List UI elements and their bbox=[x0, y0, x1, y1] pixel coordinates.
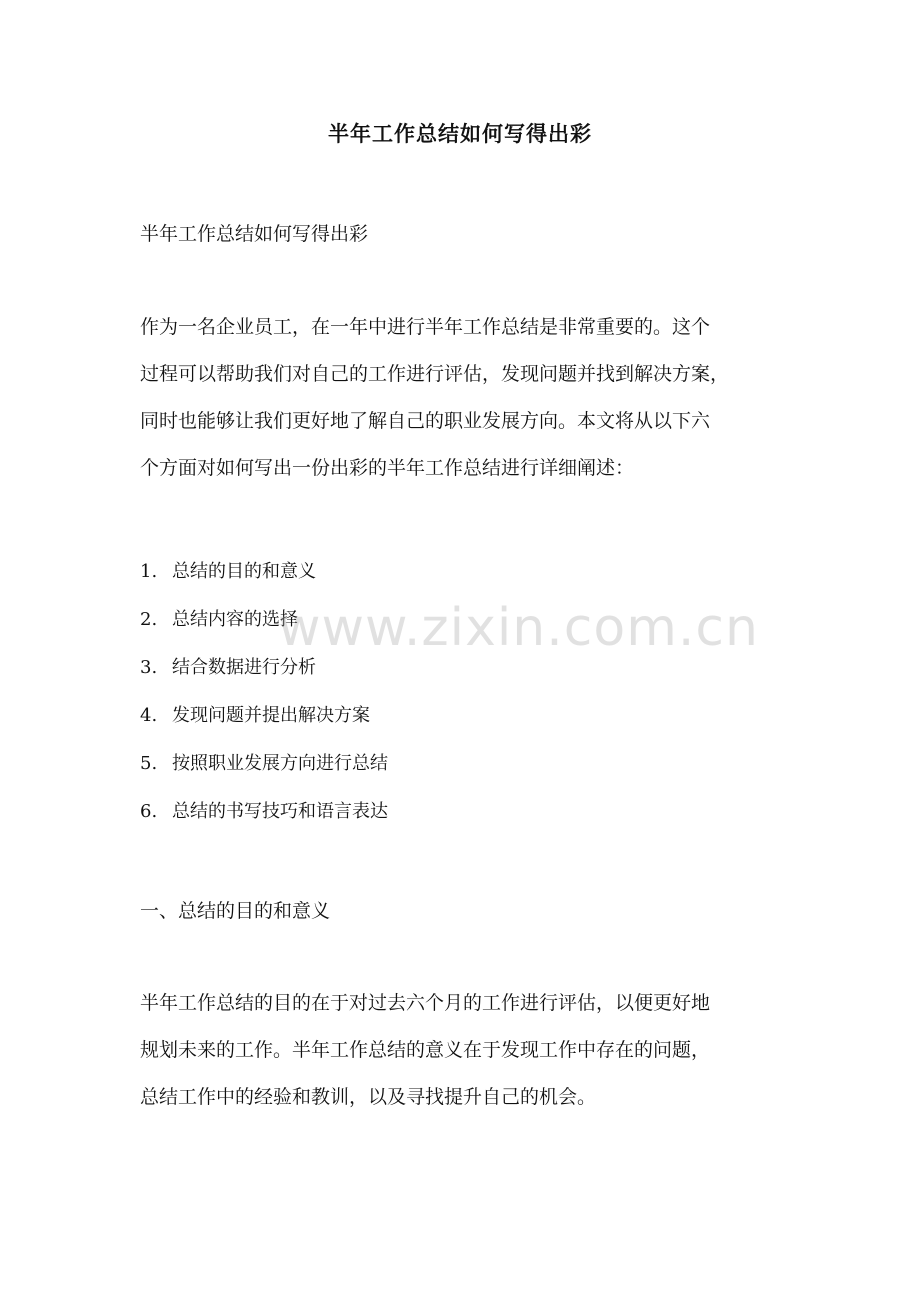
list-item bbox=[140, 596, 388, 644]
list-item-number: 2. bbox=[140, 609, 158, 630]
section-line: 总结工作中的经验和教训，以及寻找提升自己的机会。 bbox=[140, 1086, 597, 1108]
list-item-text: 按照职业发展方向进行总结 bbox=[172, 753, 388, 774]
list-item bbox=[140, 548, 388, 596]
topics-list bbox=[140, 548, 388, 836]
list-item-number: 1. bbox=[140, 561, 158, 582]
list-item bbox=[140, 644, 388, 692]
list-item-text: 总结的目的和意义 bbox=[172, 561, 316, 582]
section-line: 半年工作总结的目的在于对过去六个月的工作进行评估，以便更好地 bbox=[140, 992, 711, 1014]
watermark: www.zixin.com.cn bbox=[278, 598, 759, 658]
list-item bbox=[140, 692, 388, 740]
list-item-text: 发现问题并提出解决方案 bbox=[172, 705, 370, 726]
section-paragraph bbox=[140, 980, 790, 1121]
section-line: 规划未来的工作。半年工作总结的意义在于发现工作中存在的问题， bbox=[140, 1039, 711, 1061]
list-item-number: 3. bbox=[140, 657, 158, 678]
intro-line: 作为一名企业员工，在一年中进行半年工作总结是非常重要的。这个 bbox=[140, 316, 711, 338]
list-item-text: 结合数据进行分析 bbox=[172, 657, 316, 678]
list-item-text: 总结的书写技巧和语言表达 bbox=[172, 801, 388, 822]
intro-line: 过程可以帮助我们对自己的工作进行评估，发现问题并找到解决方案， bbox=[140, 363, 730, 385]
intro-line: 个方面对如何写出一份出彩的半年工作总结进行详细阐述： bbox=[140, 457, 635, 479]
list-item bbox=[140, 740, 388, 788]
document-subtitle: 半年工作总结如何写得出彩 bbox=[140, 223, 369, 245]
list-item-text: 总结内容的选择 bbox=[172, 609, 298, 630]
list-item-number: 5. bbox=[140, 753, 158, 774]
list-item-number: 4. bbox=[140, 705, 158, 726]
intro-paragraph bbox=[140, 304, 790, 492]
list-item-number: 6. bbox=[140, 801, 158, 822]
document-title: 半年工作总结如何写得出彩 bbox=[328, 121, 592, 146]
section-heading: 一、总结的目的和意义 bbox=[140, 900, 331, 922]
intro-line: 同时也能够让我们更好地了解自己的职业发展方向。本文将从以下六 bbox=[140, 410, 711, 432]
list-item bbox=[140, 788, 388, 836]
